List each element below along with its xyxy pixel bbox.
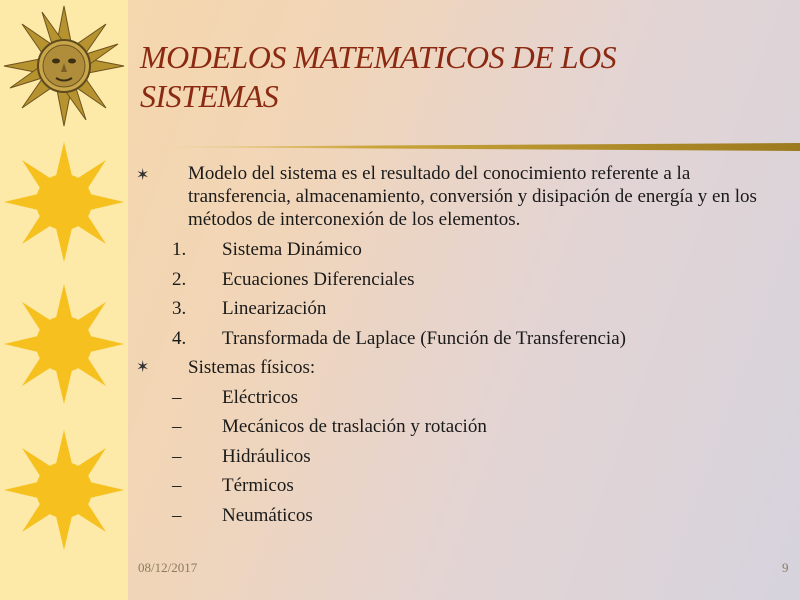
bullet-text: Modelo del sistema es el resultado del conocimiento referente a la transferencia, almacenamiento, conversión y disipación de energía y en los métodos de interconexión de los elementos. [188, 163, 757, 230]
item-dash: – [172, 445, 182, 467]
footer-date: 08/12/2017 [138, 560, 198, 575]
item-text: Neumáticos [222, 504, 313, 526]
item-dash: – [172, 386, 182, 408]
dashed-item [140, 501, 780, 531]
numbered-item [140, 294, 780, 324]
bullet-item [136, 353, 780, 383]
sun-face-icon [2, 4, 126, 128]
item-text: Térmicos [222, 475, 294, 496]
dashed-item [140, 442, 780, 472]
slide-body [136, 162, 780, 530]
bullet-star-icon: ✶ [136, 359, 150, 376]
item-number: 1. [172, 239, 187, 260]
bullet-item [136, 162, 780, 231]
page-number: 9 [782, 560, 789, 575]
item-number: 3. [172, 298, 187, 319]
bullet-text: Sistemas físicos: [188, 357, 316, 378]
sun-icon [2, 140, 126, 264]
sun-icon [2, 282, 126, 406]
title-line-2: SISTEMAS [140, 78, 279, 114]
item-text: Linearización [222, 298, 327, 319]
item-dash: – [172, 504, 182, 526]
item-dash: – [172, 416, 182, 437]
item-text: Sistema Dinámico [222, 239, 362, 260]
dashed-item [140, 471, 780, 501]
item-text: Eléctricos [222, 386, 298, 408]
dashed-item [140, 412, 780, 442]
numbered-item [140, 324, 780, 354]
title-line-1: MODELOS MATEMATICOS DE LOS [140, 39, 617, 75]
item-text: Hidráulicos [222, 445, 311, 467]
dashed-item [140, 383, 780, 413]
item-dash: – [172, 475, 182, 496]
item-number: 2. [172, 268, 187, 290]
item-text: Transformada de Laplace (Función de Transferencia) [222, 327, 626, 349]
numbered-item [140, 235, 780, 265]
item-number: 4. [172, 327, 187, 349]
title-divider [140, 140, 800, 154]
sun-icon [2, 428, 126, 552]
item-text: Ecuaciones Diferenciales [222, 268, 415, 290]
slide-title [140, 38, 780, 116]
numbered-item [140, 265, 780, 295]
bullet-star-icon: ✶ [136, 167, 150, 184]
item-text: Mecánicos de traslación y rotación [222, 416, 487, 437]
